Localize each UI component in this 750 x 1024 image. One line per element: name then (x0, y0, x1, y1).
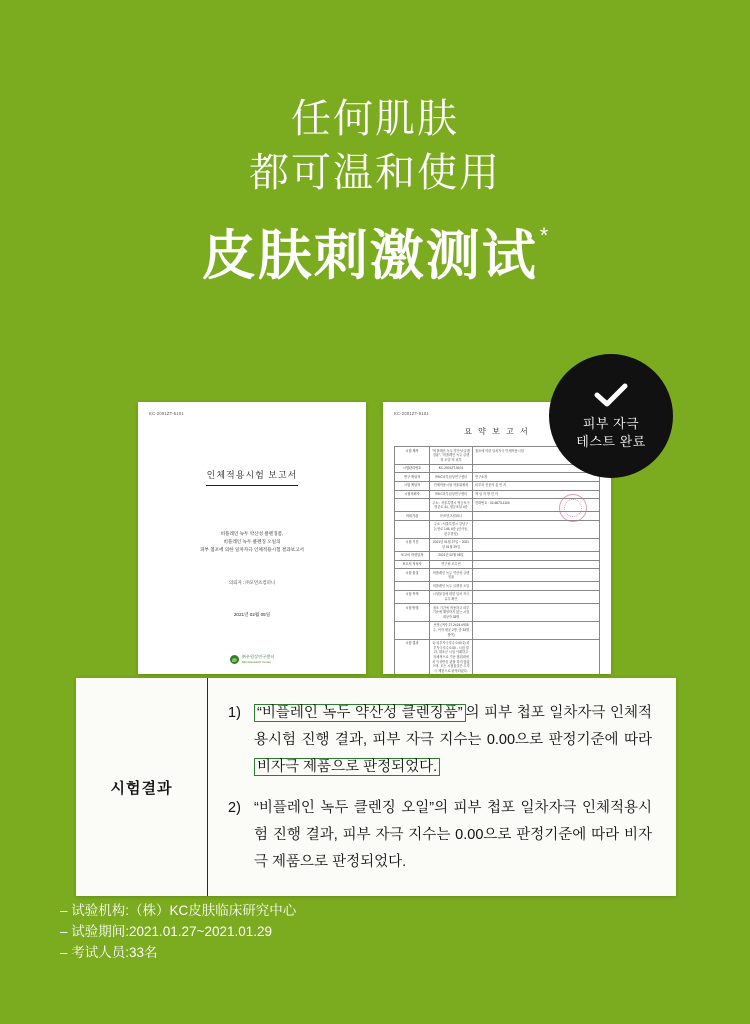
document-date: 2021년 02월 05일 (233, 612, 271, 617)
table-cell-label: 시험 책임자 (395, 481, 430, 490)
result-label: 시험결과 (110, 779, 173, 797)
table-cell-extra: 전화번호 : 02-6673-1100 (473, 499, 600, 512)
table-row (395, 621, 600, 639)
table-row (395, 582, 600, 591)
subtitle-line-3: 피부 첩포에 의한 일차자극 인체적용시험 결과보고서 (199, 547, 304, 552)
table-cell-label: 연구 책임자 (395, 473, 430, 482)
table-cell-label: 시험 목적 (395, 590, 430, 603)
headline-line-1: 任何肌肤 (291, 97, 459, 141)
report-document-left (138, 402, 366, 674)
table-cell-extra: 연구소장 (473, 473, 600, 482)
result-item-text (254, 795, 652, 876)
headline-line-2: 都可温和使用 (249, 151, 501, 195)
table-cell-label: 의뢰기관 (395, 512, 430, 521)
result-body (208, 678, 676, 896)
document-title-left: 인체적용시험 보고서 (206, 470, 298, 480)
result-item (228, 700, 652, 781)
table-cell-value: "비플레인 녹두 약산성 클렌징폼", "비플레인 녹두 클렌징 오일"의 피부 (430, 447, 473, 465)
table-cell-extra: 책 임 자 방 민 아 (473, 490, 600, 499)
result-label-cell (76, 678, 208, 896)
page-title (0, 0, 750, 290)
documents-area (0, 400, 750, 910)
table-cell-label: 시험 제목 (395, 447, 430, 465)
table-cell-label: 시험 물질 (395, 569, 430, 582)
table-cell-extra (473, 520, 600, 538)
document-code-right: KC-2001ZT-5101 (394, 411, 429, 416)
result-item-number: 2) (228, 800, 241, 816)
table-cell-value: 시험물질에 대한 일차 자극 유무 확인 (430, 590, 473, 603)
lab-logo (149, 654, 355, 665)
table-cell-label (395, 499, 430, 512)
plain-phrase: “비플레인 녹두 클렌징 오일”의 피부 첩포 일차자극 인체적용시험 진행 결과, 피부 자극 지수는 0.00으로 판정기준에 따라 비자극 제품으로 판정되었다. (254, 800, 652, 870)
table-cell-extra (473, 590, 600, 603)
badge-text (576, 415, 645, 451)
table-row (395, 538, 600, 551)
lab-logo-text (242, 654, 275, 665)
table-row (395, 473, 600, 482)
seal-stamp-icon (559, 494, 587, 522)
footnote-period: – 试验期间:2021.01.27~2021.01.29 (60, 924, 273, 939)
badge-line-2: 테스트 완료 (576, 433, 646, 449)
badge-line-1: 피부 자극 (582, 415, 640, 431)
highlighted-phrase: “비플레인 녹두 약산성 클렌징품” (254, 704, 466, 722)
headline-line-3 (202, 214, 549, 290)
table-cell-label: 시험 결과 (395, 639, 430, 674)
table-row (395, 560, 600, 569)
table-cell-value: 주소 : 서울특별시 영등포구 영중로 41, 영등포달 4층 (430, 499, 473, 512)
table-cell-label: 시험 기간 (395, 538, 430, 551)
table-cell-extra: 첩포에 의한 일차자극 인체적용시험 (473, 447, 600, 465)
table-row (395, 481, 600, 490)
result-item-number: 1) (228, 705, 241, 721)
table-cell-label (395, 582, 430, 591)
table-cell-value: 2021년 02월 05일 (430, 551, 473, 560)
table-cell-extra (473, 551, 600, 560)
table-cell-value: 1) 피부자극지수 0.00 2) 피부자극지수 0.00 - 시험 결과, 대조군 시험 이래하고 자체적으로 기준 범위내에서 이상반응 관찰 하지 않았으며, 모든 시험물질은 무자극 제품으로 판정되었다. (430, 639, 473, 674)
table-row (395, 639, 600, 674)
table-cell-extra (473, 582, 600, 591)
table-row (395, 551, 600, 560)
document-code-left: KC-2001ZT-5101 (149, 411, 184, 416)
table-cell-extra (473, 621, 600, 639)
table-cell-value: ㈜KC피부임상연구센터 (430, 473, 473, 482)
document-subtitle-left (149, 530, 355, 554)
table-cell-label (395, 520, 430, 538)
table-cell-label: 보고서 작성일자 (395, 551, 430, 560)
summary-report-title: 요 약 보 고 서 (464, 427, 530, 436)
highlighted-phrase: 비자극 제품으로 판정되었다. (254, 758, 440, 776)
table-row (395, 520, 600, 538)
result-panel (76, 678, 676, 896)
subtitle-line-2: 비플레인 녹두 클렌징 오일의 (223, 539, 281, 544)
table-cell-extra: 피부과 전문의 홍 민 지 (473, 481, 600, 490)
footnote-institution: – 试验机构:（株）KC皮肤临床研究中心 (60, 903, 297, 918)
table-cell-extra (473, 639, 600, 674)
table-cell-extra (473, 604, 600, 622)
table-cell-value: 비플레인 녹두 약산성 클렌징폼 (430, 569, 473, 582)
table-cell-value: ㈜KC피부임상연구센터 (430, 490, 473, 499)
table-cell-label: 보고서 작성자 (395, 560, 430, 569)
subtitle-line-1: 비플레인 녹두 약산성 클렌징폼, (220, 531, 284, 536)
footnotes (60, 900, 296, 963)
summary-report-table (394, 446, 600, 674)
table-cell-value: 선정 (여자 27.2±24.4세/5주, 여자 평균 2명, 총 33명 참여) (430, 621, 473, 639)
table-cell-value: 인체적용시험 자율위원회 (430, 481, 473, 490)
table-row (395, 464, 600, 473)
lab-name-kr: ㈜우원상연구센터 (241, 654, 275, 659)
table-cell-label: 시험의뢰자 (395, 490, 430, 499)
table-cell-value: 연구원 조수빈 (430, 560, 473, 569)
table-cell-value: 2021년 01월 27일 ~ 2021년 01월 29일 (430, 538, 473, 551)
footnote-participants: – 考试人员:33名 (60, 945, 158, 960)
table-cell-value: 주소 : 서울특별시 강남구 논현로 145, 6층 (신사동, 한우빌딩) (430, 520, 473, 538)
result-item-text (254, 700, 652, 781)
title-underline (206, 485, 298, 486)
table-cell-label: 시험 방법 (395, 604, 430, 622)
result-item (228, 795, 652, 876)
check-icon (594, 382, 628, 408)
lab-name-en: Skin Research Center (241, 660, 272, 664)
table-cell-value: 비플레인 녹두 클렌징 오일 (430, 582, 473, 591)
table-cell-extra (473, 569, 600, 582)
leaf-icon (230, 655, 239, 664)
table-row (395, 590, 600, 603)
table-cell-label (395, 621, 430, 639)
table-cell-value: KC-2001ZT-5101 (430, 464, 473, 473)
table-row (395, 569, 600, 582)
headline-line-3-text: 皮肤刺激测试 (201, 226, 538, 286)
document-requester: 의뢰자 : ㈜모먼츠컴퍼니 (228, 580, 276, 585)
table-cell-value: ㈜모먼츠컴퍼니 (430, 512, 473, 521)
table-cell-value: 첩포 기간에 적용하고 피부 기준에 해당하지 않는 시험대상자 33명 (430, 604, 473, 622)
table-cell-extra (473, 538, 600, 551)
table-cell-extra (473, 560, 600, 569)
table-cell-label: 시험관리번호 (395, 464, 430, 473)
plain-phrase: 의 피부 첩포 일차자극 인체적용시험 진행 결과, 피부 자극 지수는 0.00으로 판정기준에 따라 (254, 705, 652, 748)
table-row (395, 604, 600, 622)
headline-asterisk: * (539, 223, 551, 248)
status-badge (549, 354, 673, 478)
